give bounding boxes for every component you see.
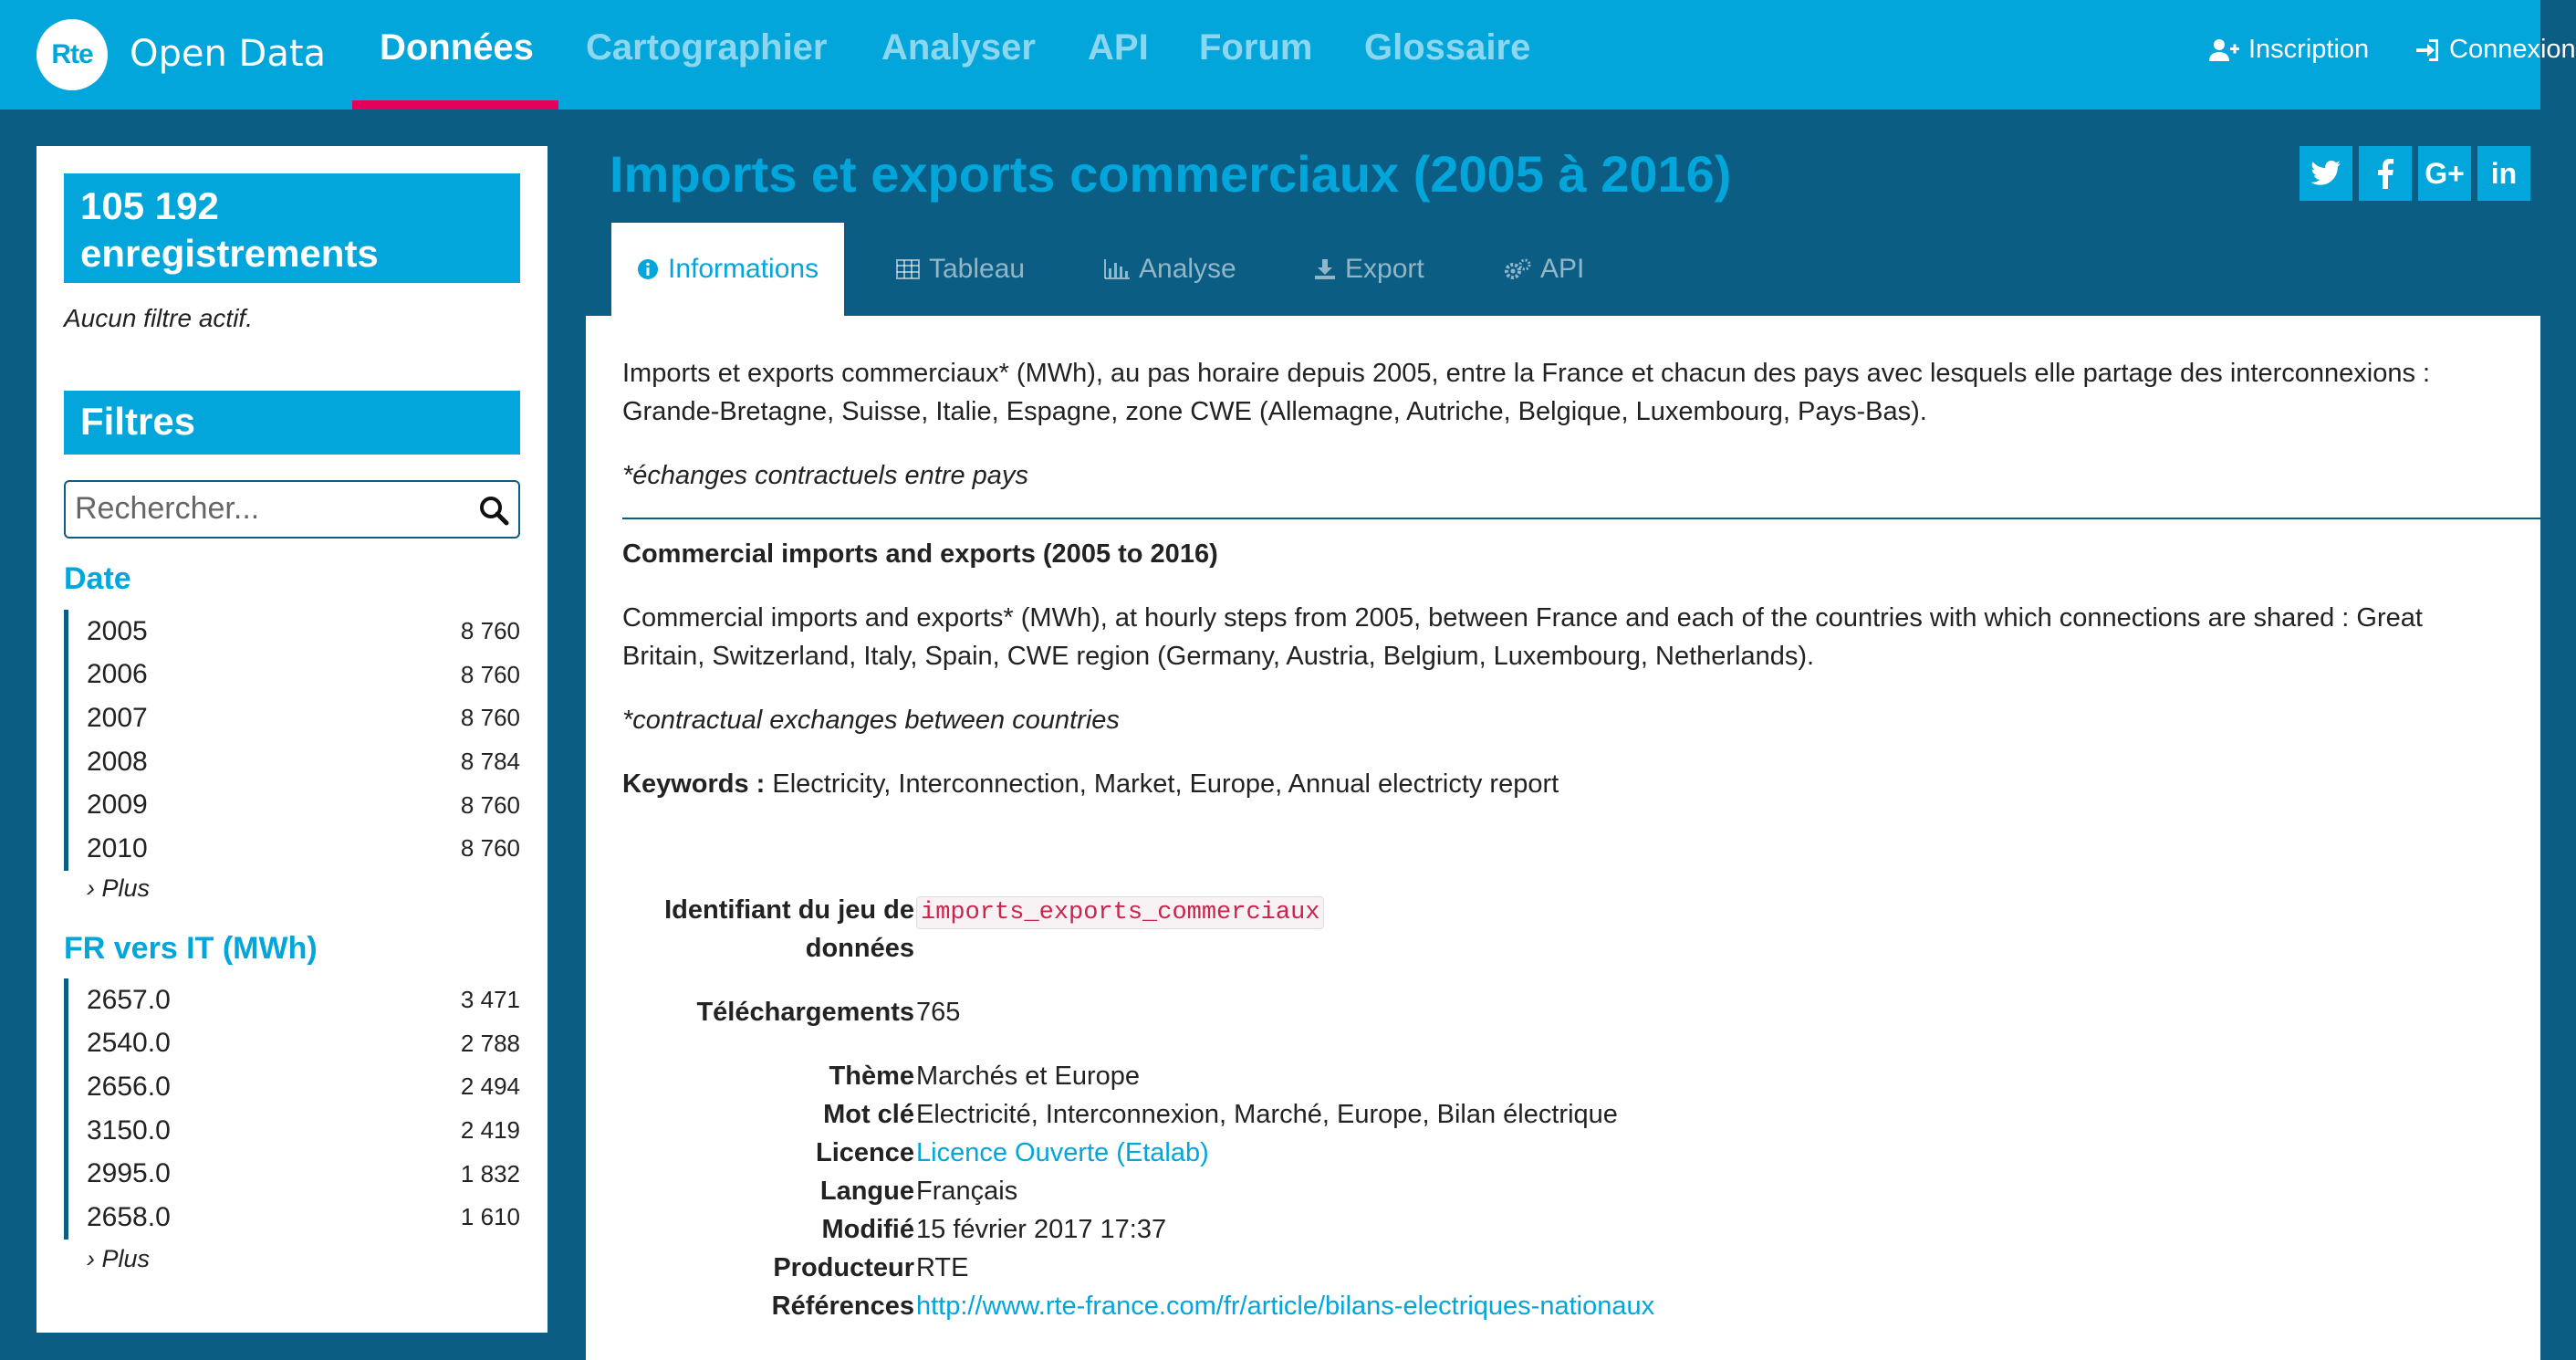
facet-count: 3 471 — [460, 986, 520, 1014]
facet-date-more[interactable] — [87, 874, 150, 903]
nav-forum[interactable]: Forum — [1199, 27, 1313, 68]
facet-value: 2010 — [87, 832, 148, 863]
nav-donnees[interactable]: Données — [380, 27, 534, 68]
description-en-line-1: Commercial imports and exports* (MWh), at hourly steps from 2005, between France and each of the countries with which connections are shared : Great — [622, 603, 2423, 633]
table-icon — [896, 259, 920, 279]
meta-references-label: Références — [771, 1292, 914, 1321]
facet-date-row[interactable] — [68, 610, 520, 654]
twitter-icon[interactable] — [2300, 146, 2352, 201]
connexion-label: Connexion — [2449, 35, 2576, 64]
tab-label: API — [1540, 254, 1585, 284]
nav-active-indicator — [352, 100, 558, 110]
informations-panel — [586, 316, 2540, 1360]
facet-value: 2656.0 — [87, 1071, 171, 1102]
meta-language-label: Langue — [819, 1177, 914, 1206]
description-fr-line-2: Grande-Bretagne, Suisse, Italie, Espagne, zone CWE (Allemagne, Autriche, Belgique, Luxembourg, Pays-Bas). — [622, 397, 1927, 426]
facet-count: 2 788 — [460, 1029, 520, 1057]
facet-date-row[interactable] — [68, 696, 520, 740]
tab-label: Tableau — [929, 254, 1026, 284]
google-plus-icon[interactable]: G+ — [2418, 146, 2471, 201]
sidebar — [37, 146, 548, 1333]
facebook-icon[interactable] — [2359, 146, 2412, 201]
title-en: Commercial imports and exports (2005 to 2016) — [622, 539, 1218, 569]
nav-cartographier[interactable]: Cartographier — [586, 27, 828, 68]
facet-date-list — [64, 610, 520, 871]
license-link[interactable]: Licence Ouverte (Etalab) — [916, 1138, 1209, 1167]
no-filter-text: Aucun filtre actif. — [64, 304, 253, 332]
tab-tableau[interactable] — [896, 223, 1025, 316]
meta-id-label-2: données — [805, 934, 914, 963]
sign-in-icon — [2414, 37, 2440, 63]
inscription-label: Inscription — [2248, 35, 2370, 64]
dataset-id-code: imports_exports_commerciaux — [916, 896, 1324, 929]
tab-export[interactable] — [1314, 223, 1424, 316]
logo-text: Rte — [51, 39, 93, 69]
facet-fr-it-row[interactable] — [68, 1109, 520, 1153]
nav-glossaire[interactable]: Glossaire — [1364, 27, 1531, 68]
chevron-right-icon: › — [87, 1245, 102, 1272]
rte-logo[interactable] — [37, 19, 108, 90]
facet-fr-it-list — [64, 978, 520, 1240]
meta-theme-label: Thème — [829, 1062, 914, 1091]
facet-fr-it-more[interactable] — [87, 1245, 150, 1273]
user-plus-icon — [2208, 37, 2239, 63]
facet-date-row[interactable] — [68, 827, 520, 871]
facet-count: 8 760 — [460, 834, 520, 863]
meta-modified-label: Modifié — [821, 1215, 914, 1244]
search-icon[interactable] — [478, 495, 509, 526]
records-count: 105 192 enregistrements — [64, 173, 520, 283]
tab-label: Analyse — [1139, 254, 1236, 284]
more-label: Plus — [101, 1245, 151, 1272]
description-fr-line-1: Imports et exports commerciaux* (MWh), au pas horaire depuis 2005, entre la France et chacun des pays avec lesquels elle partage des interconnexions : — [622, 359, 2431, 388]
facet-count: 1 832 — [460, 1159, 520, 1187]
meta-downloads-label: Téléchargements — [696, 998, 914, 1027]
meta-downloads-value: 765 — [916, 998, 961, 1027]
facet-value: 2007 — [87, 702, 148, 733]
connexion-link[interactable] — [2414, 35, 2576, 65]
note-fr: *échanges contractuels entre pays — [622, 461, 1028, 490]
meta-language-value: Français — [916, 1177, 1018, 1206]
description-en-line-2: Britain, Switzerland, Italy, Spain, CWE region (Germany, Austria, Belgium, Luxembourg, Netherlands). — [622, 642, 1815, 671]
facet-value: 2008 — [87, 746, 148, 777]
facet-fr-it-row[interactable] — [68, 1022, 520, 1066]
keywords-label: Keywords : — [622, 769, 766, 799]
linkedin-icon[interactable]: in — [2477, 146, 2530, 201]
facet-fr-it-row[interactable] — [68, 1152, 520, 1196]
download-icon — [1314, 258, 1336, 280]
tab-label: Export — [1345, 254, 1424, 284]
facet-value: 2658.0 — [87, 1201, 171, 1232]
bar-chart-icon — [1104, 259, 1130, 279]
facet-count: 2 419 — [460, 1116, 520, 1145]
meta-theme-value: Marchés et Europe — [916, 1062, 1141, 1091]
nav-analyser[interactable]: Analyser — [881, 27, 1036, 68]
facet-date-row[interactable] — [68, 740, 520, 784]
brand-name[interactable]: Open Data — [130, 33, 327, 75]
meta-id-label-1: Identifiant du jeu de — [664, 895, 914, 925]
facet-count: 8 760 — [460, 660, 520, 688]
facet-value: 2009 — [87, 790, 148, 821]
filter-search-box — [64, 480, 520, 539]
meta-producer-value: RTE — [916, 1253, 969, 1282]
tab-informations[interactable] — [611, 223, 844, 316]
keywords-line — [622, 765, 2520, 803]
facet-count: 1 610 — [460, 1203, 520, 1231]
keywords-value: Electricity, Interconnection, Market, Europe, Annual electricty report — [772, 769, 1559, 799]
facet-count: 8 760 — [460, 704, 520, 732]
meta-producer-label: Producteur — [773, 1253, 914, 1282]
top-navbar — [0, 0, 2576, 110]
page-title: Imports et exports commerciaux (2005 à 2016) — [610, 145, 1732, 203]
facet-count: 8 760 — [460, 790, 520, 819]
facet-value: 2657.0 — [87, 984, 171, 1015]
filters-title: Filtres — [64, 391, 520, 455]
chevron-right-icon: › — [87, 874, 102, 902]
facet-count: 8 784 — [460, 748, 520, 776]
facet-fr-it-row[interactable] — [68, 1196, 520, 1240]
facet-value: 2006 — [87, 659, 148, 690]
more-label: Plus — [101, 874, 151, 902]
gears-icon — [1504, 258, 1531, 280]
facet-value: 3150.0 — [87, 1114, 171, 1146]
facet-value: 2005 — [87, 615, 148, 646]
facet-value: 2995.0 — [87, 1158, 171, 1189]
meta-license-label: Licence — [816, 1138, 914, 1167]
inscription-link[interactable] — [2208, 35, 2369, 65]
facet-date-title[interactable]: Date — [64, 561, 131, 596]
tab-api[interactable] — [1504, 223, 1584, 316]
facet-value: 2540.0 — [87, 1028, 171, 1059]
facet-fr-it-title[interactable]: FR vers IT (MWh) — [64, 931, 318, 966]
tab-analyse[interactable] — [1104, 223, 1236, 316]
dataset-id-value — [916, 891, 1324, 932]
facet-date-row[interactable] — [68, 783, 520, 827]
facet-count: 2 494 — [460, 1072, 520, 1101]
facet-date-row[interactable] — [68, 654, 520, 697]
facet-count: 8 760 — [460, 617, 520, 645]
facet-fr-it-row[interactable] — [68, 1065, 520, 1109]
meta-keyword-value: Electricité, Interconnexion, Marché, Europe, Bilan électrique — [916, 1100, 1618, 1129]
note-en: *contractual exchanges between countries — [622, 706, 1120, 735]
meta-keyword-label: Mot clé — [823, 1100, 914, 1129]
info-circle-icon — [637, 258, 659, 280]
separator — [622, 518, 2540, 519]
filter-search-input[interactable] — [66, 482, 449, 535]
tab-label: Informations — [668, 254, 819, 284]
nav-api[interactable]: API — [1088, 27, 1149, 68]
references-link[interactable]: http://www.rte-france.com/fr/article/bilans-electriques-nationaux — [916, 1292, 1655, 1321]
facet-fr-it-row[interactable] — [68, 978, 520, 1022]
meta-modified-value: 15 février 2017 17:37 — [916, 1215, 1167, 1244]
